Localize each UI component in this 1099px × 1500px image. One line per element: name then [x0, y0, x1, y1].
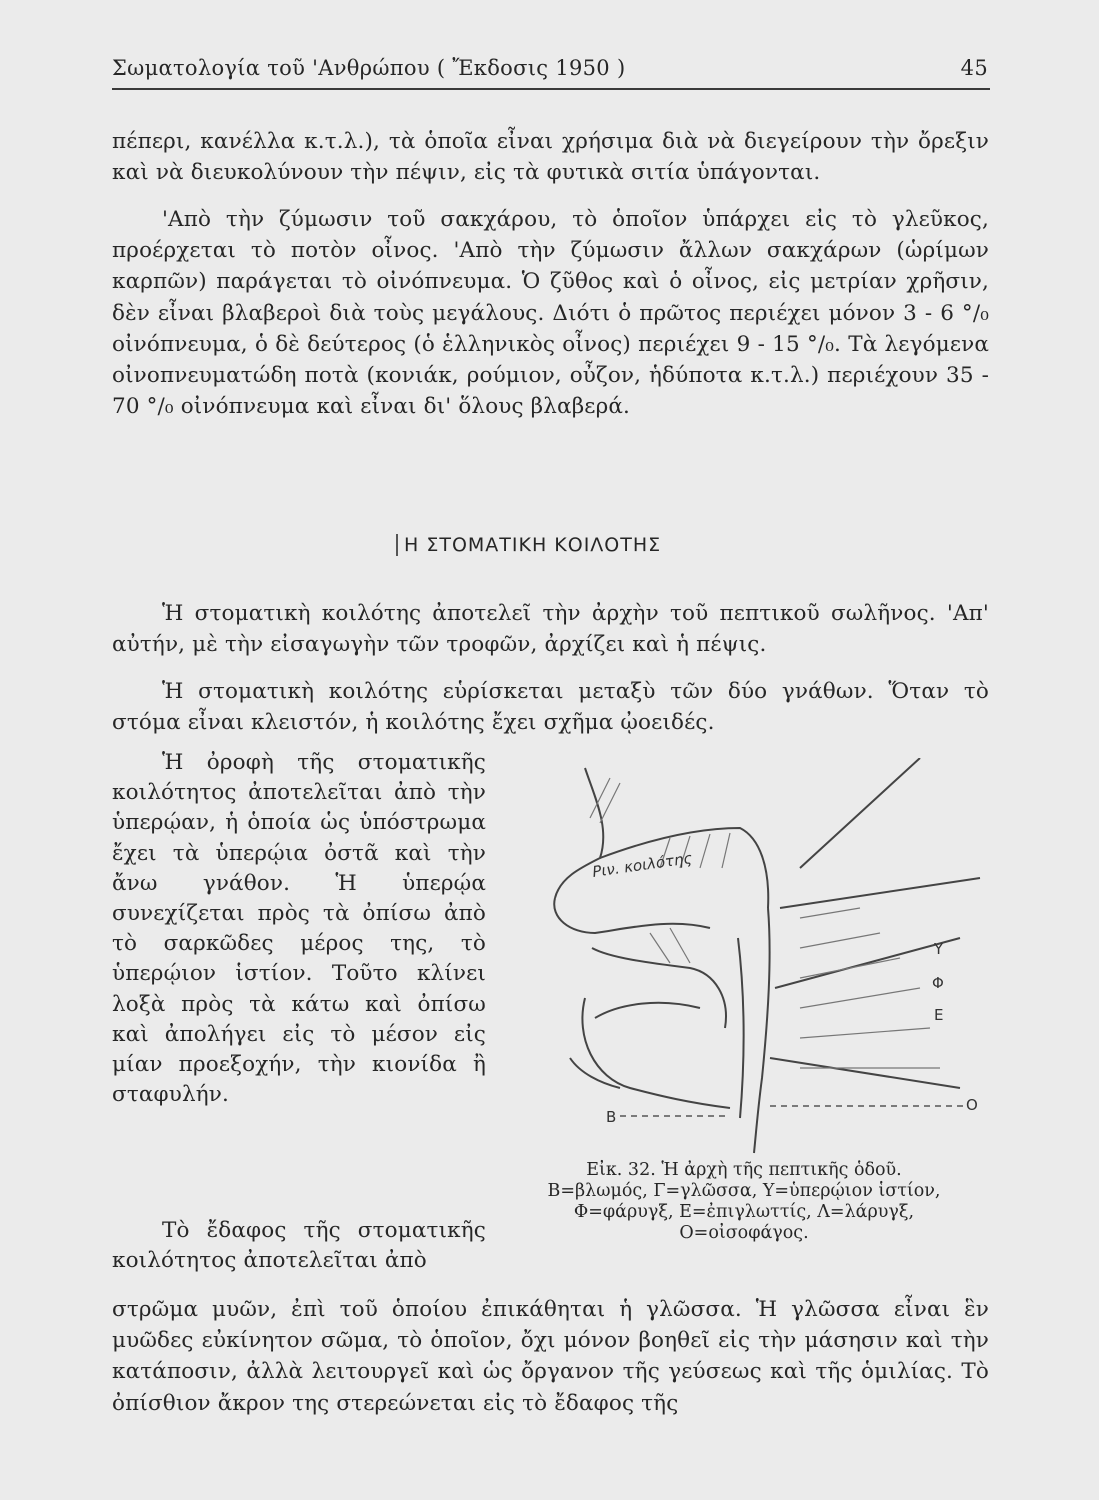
figure-label-e: Ε: [934, 1006, 944, 1024]
section-heading: Η ΣΤΟΜΑΤΙΚΗ ΚΟΙΛΟΤΗΣ: [396, 534, 661, 556]
caption-legend-2: Φ=φάρυγξ, Ε=ἐπιγλωττίς, Λ=λάρυγξ,: [573, 1202, 915, 1222]
figure-digestive-tract: [500, 758, 992, 1158]
figure-label-y: Υ: [934, 940, 944, 958]
paragraph-wine: 'Απὸ τὴν ζύμωσιν τοῦ σακχάρου, τὸ ὁποῖον ὑπάρχει εἰς τὸ γλεῦκος, προέρχεται τὸ ποτὸν οἶνος. 'Απὸ τὴν ζύμωσιν ἄλλων σακχάρων (ὡρίμων καρπῶν) παράγεται τὸ οἰνόπνευμα. Ὁ ζῦθος καὶ ὁ οἶνος, εἰς μετρίαν χρῆσιν, δὲν εἶναι βλαβεροὶ διὰ τοὺς μεγάλους. Διότι ὁ πρῶτος περιέχει μόνον 3 - 6 °/₀ οἰνόπνευμα, ὁ δὲ δεύτερος (ὁ ἑλληνικὸς οἶνος) περιέχει 9 - 15 °/₀. Τὰ λεγόμενα οἰνοπνευματώδη ποτὰ (κονιάκ, ρούμιον, οὖζον, ἡδύποτα κ.τ.λ.) περιέχουν 35 - 70 °/₀ οἰνόπνευμα καὶ εἶναι δι' ὅλους βλαβερά.: [112, 207, 989, 420]
paragraph-spices: πέπερι, κανέλλα κ.τ.λ.), τὰ ὁποῖα εἶναι χρήσιμα διὰ νὰ διεγείρουν τὴν ὄρεξιν καὶ νὰ διευκολύνουν τὴν πέψιν, εἰς τὰ φυτικὰ σιτία ὑπάγονται.: [112, 129, 989, 186]
paragraph-oral-cavity-location: Ἡ στοματικὴ κοιλότης εὑρίσκεται μεταξὺ τῶν δύο γνάθων. Ὅταν τὸ στόμα εἶναι κλειστόν, ἡ κοιλότης ἔχει σχῆμα ᾠοειδές.: [112, 679, 989, 736]
figure-label-b: Β: [606, 1108, 617, 1126]
anatomy-drawing: [500, 758, 992, 1158]
figure-caption: [494, 1160, 994, 1244]
figure-label-f: Φ: [932, 974, 944, 992]
caption-title: Εἰκ. 32. Ἡ ἀρχὴ τῆς πεπτικῆς ὁδοῦ.: [586, 1160, 902, 1180]
caption-legend-1: Β=βλωμός, Γ=γλῶσσα, Υ=ὑπερῴιον ἱστίον,: [547, 1181, 941, 1201]
figure-label-o: Ο: [966, 1096, 978, 1114]
running-title: Σωματολογία τοῦ 'Ανθρώπου ( Ἔκδοσις 1950 ): [112, 56, 626, 80]
paragraph-oral-cavity-intro: Ἡ στοματικὴ κοιλότης ἀποτελεῖ τὴν ἀρχὴν τοῦ πεπτικοῦ σωλῆνος. 'Απ' αὐτήν, μὲ τὴν εἰσαγωγὴν τῶν τροφῶν, ἀρχίζει καὶ ἡ πέψις.: [112, 601, 989, 658]
page-header: [112, 52, 990, 90]
page-number: 45: [960, 56, 988, 80]
paragraph-tongue: στρῶμα μυῶν, ἐπὶ τοῦ ὁποίου ἐπικάθηται ἡ γλῶσσα. Ἡ γλῶσσα εἶναι ἓν μυῶδες εὐκίνητον σῶμα, τὸ ὁποῖον, ὄχι μόνον βοηθεῖ εἰς τὴν μάσησιν καὶ τὴν κατάποσιν, ἀλλὰ λειτουργεῖ καὶ ὡς ὄργανον τῆς γεύσεως καὶ τῆς ὁμιλίας. Τὸ ὀπίσθιον ἄκρον της στερεώνεται εἰς τὸ ἔδαφος τῆς: [112, 1297, 989, 1416]
caption-legend-3: Ο=οἰσοφάγος.: [679, 1223, 809, 1243]
figure-label-nasal-cavity: Ριν. κοιλότης: [591, 849, 694, 881]
paragraph-palate: Ἡ ὀροφὴ τῆς στοματικῆς κοιλότητος ἀποτελεῖται ἀπὸ τὴν ὑπερῴαν, ἡ ὁποία ὡς ὑπόστρωμα ἔχει τὰ ὑπερῴια ὀστᾶ καὶ τὴν ἄνω γνάθον. Ἡ ὑπερῴα συνεχίζεται πρὸς τὰ ὀπίσω ἀπὸ τὸ σαρκῶδες μέρος της, τὸ ὑπερῴιον ἱστίον. Τοῦτο κλίνει λοξὰ πρὸς τὰ κάτω καὶ ὀπίσω καὶ ἀπολήγει εἰς τὸ μέσον εἰς μίαν προεξοχήν, τὴν κιονίδα ἢ σταφυλήν.: [112, 750, 486, 1108]
paragraph-floor: Τὸ ἔδαφος τῆς στοματικῆς κοιλότητος ἀποτελεῖται ἀπὸ: [112, 1218, 486, 1274]
